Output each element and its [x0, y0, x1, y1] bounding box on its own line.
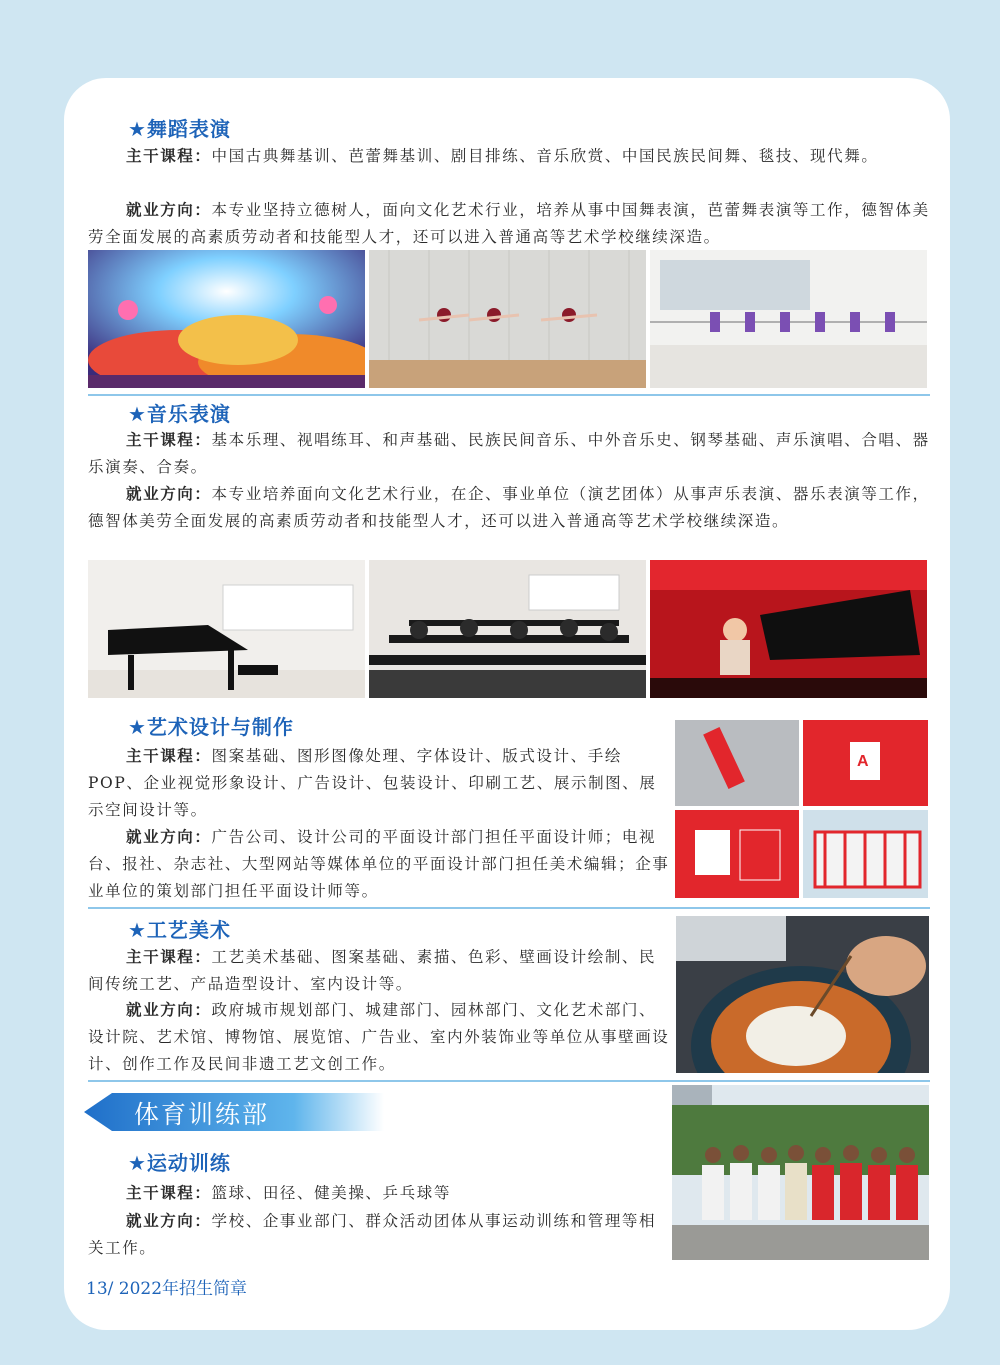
job-text: 政府城市规划部门、城建部门、园林部门、文化艺术部门、设计院、艺术馆、博物馆、展览馆、广告业、室内外装饰业等单位从事壁画设计、创作工作及民间非遗工艺文创工作。	[88, 1001, 670, 1073]
course-label: 主干课程：	[126, 948, 212, 966]
course-text: 图案基础、图形图像处理、字体设计、版式设计、手绘POP、企业视觉形象设计、广告设计、包装设计、印刷工艺、展示制图、展示空间设计等。	[88, 747, 657, 819]
logo-letter-a: A	[857, 753, 869, 770]
department-title: 体育训练部	[134, 1100, 270, 1129]
course-text: 基本乐理、视唱练耳、和声基础、民族民间音乐、中外音乐史、钢琴基础、声乐演唱、合唱、器乐演奏、合奏。	[88, 431, 930, 476]
job-label: 就业方向：	[126, 485, 212, 503]
craft-courses	[88, 944, 670, 998]
sports-jobs	[88, 1208, 670, 1262]
craft-jobs	[88, 997, 670, 1078]
music-jobs	[88, 481, 930, 535]
section-divider	[88, 1080, 930, 1082]
dance-stage-photo	[88, 250, 365, 388]
brand-design-collage	[675, 720, 928, 898]
job-text: 本专业培养面向文化艺术行业，在企、事业单位（演艺团体）从事声乐表演、器乐表演等工作，德智体美劳全面发展的高素质劳动者和技能型人才，还可以进入普通高等艺术学校继续深造。	[88, 485, 930, 530]
job-text: 广告公司、设计公司的平面设计部门担任平面设计师；电视台、报社、杂志社、大型网站等媒体单位的平面设计部门担任美术编辑；企事业单位的策划部门担任平面设计师等。	[88, 828, 670, 900]
job-label: 就业方向：	[126, 1001, 212, 1019]
music-courses	[88, 427, 930, 481]
job-text: 本专业坚持立德树人，面向文化艺术行业，培养从事中国舞表演，芭蕾舞表演等工作，德智体美劳全面发展的高素质劳动者和技能型人才，还可以进入普通高等艺术学校继续深造。	[88, 201, 930, 246]
department-banner	[84, 1093, 384, 1131]
basketball-team-photo	[672, 1085, 929, 1260]
section-title-music: ★音乐表演	[128, 402, 231, 426]
section-title-sports: ★运动训练	[128, 1151, 231, 1175]
piano-room-photo	[88, 560, 365, 698]
section-divider	[88, 907, 930, 909]
piano-performance-photo	[650, 560, 927, 698]
sports-courses	[88, 1180, 670, 1207]
job-label: 就业方向：	[126, 1212, 212, 1230]
section-title-dance: ★舞蹈表演	[128, 117, 231, 141]
dance-jobs	[88, 197, 930, 251]
job-label: 就业方向：	[126, 201, 212, 219]
painted-vase-photo	[676, 916, 929, 1073]
course-text: 篮球、田径、健美操、乒乓球等	[211, 1184, 451, 1202]
dance-courses	[88, 143, 930, 170]
section-title-design: ★艺术设计与制作	[128, 715, 294, 739]
course-label: 主干课程：	[126, 747, 212, 765]
course-label: 主干课程：	[126, 1184, 212, 1202]
job-text: 学校、企事业部门、群众活动团体从事运动训练和管理等相关工作。	[88, 1212, 657, 1257]
design-courses	[88, 743, 670, 824]
course-label: 主干课程：	[126, 147, 212, 165]
page-footer: 13/ 2022年招生简章	[86, 1279, 248, 1299]
course-text: 工艺美术基础、图案基础、素描、色彩、壁画设计绘制、民间传统工艺、产品造型设计、室内设计等。	[88, 948, 657, 993]
section-divider	[88, 394, 930, 396]
job-label: 就业方向：	[126, 828, 212, 846]
design-jobs	[88, 824, 670, 905]
ballet-barre-photo	[650, 250, 927, 388]
course-label: 主干课程：	[126, 431, 212, 449]
course-text: 中国古典舞基训、芭蕾舞基训、剧目排练、音乐欣赏、中国民族民间舞、毯技、现代舞。	[211, 147, 879, 165]
keyboard-class-photo	[369, 560, 646, 698]
section-title-craft: ★工艺美术	[128, 918, 231, 942]
ballet-leap-photo	[369, 250, 646, 388]
